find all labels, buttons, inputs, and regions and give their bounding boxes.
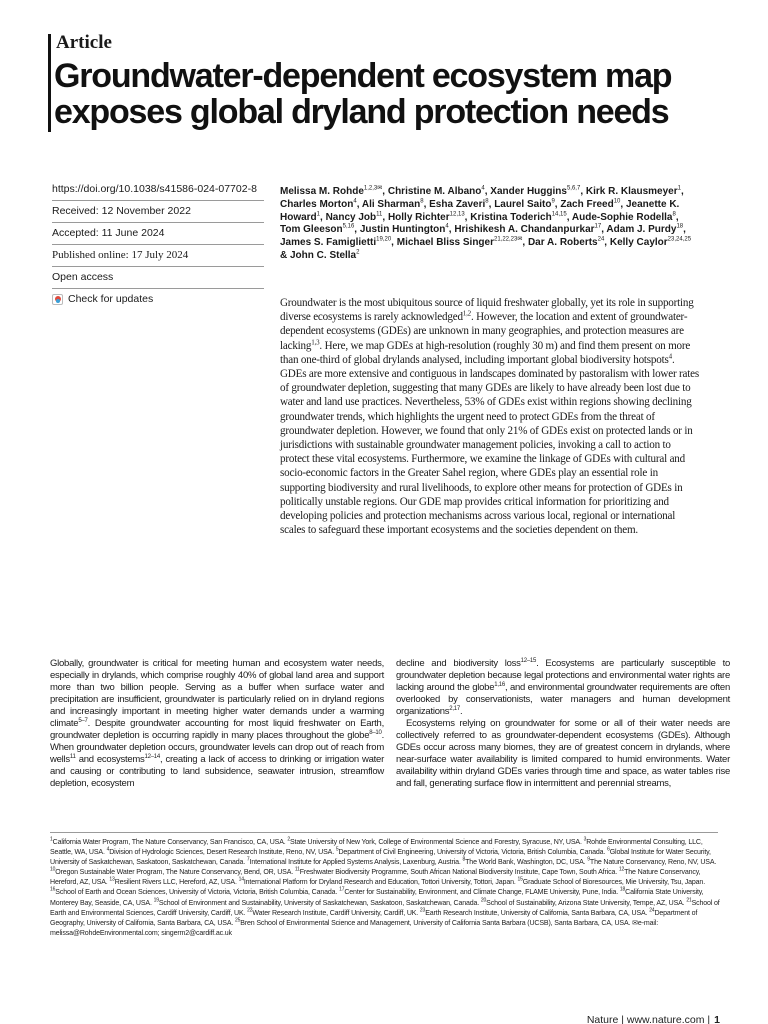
author-name[interactable]: Kelly Caylor	[609, 237, 668, 249]
body-text: . When groundwater depletion occurs, groundwater levels can drop out of reach from wells	[50, 730, 384, 765]
citation-ref[interactable]: 11	[69, 753, 76, 760]
citation-ref[interactable]: 4	[668, 352, 672, 361]
affiliation-text: Graduate School of Bioresources, Mie University, Tsu, Japan.	[522, 879, 706, 887]
affiliation-text: School of Earth and Ocean Sciences, University of Victoria, Victoria, British Columbia, Canada.	[55, 889, 340, 897]
author-name[interactable]: Jeanette K. Howard	[280, 198, 680, 223]
affiliation-number: 10	[50, 866, 56, 873]
doi-link[interactable]: https://doi.org/10.1038/s41586-024-07702-8	[52, 183, 264, 201]
affiliation-text: California Water Program, The Nature Conservancy, San Francisco, CA, USA.	[52, 839, 288, 846]
affiliation-text: International Platform for Dryland Research and Education, Tottori University, Tottori, Japan.	[243, 879, 518, 887]
author-name[interactable]: Christine M. Albano	[387, 186, 482, 197]
author-affiliation-ref: 19,20	[376, 236, 392, 243]
author-name[interactable]: James S. Famiglietti	[280, 237, 377, 249]
affiliation-text: School of Environment and Sustainability, University of Saskatchewan, Saskatoon, Saskatchewan, Canada.	[158, 899, 481, 907]
article-title: Groundwater-dependent ecosystem map exposes global dryland protection needs	[54, 57, 672, 131]
author-name[interactable]: Laurel Saito	[494, 198, 552, 210]
author-affiliation-ref: 1,2,3✉	[363, 185, 383, 192]
open-access-label: Open access	[52, 267, 264, 289]
affiliation-text: Oregon Sustainable Water Program, The Nature Conservancy, Bend, OR, USA.	[55, 869, 295, 877]
author-name[interactable]: John C. Stella	[290, 249, 357, 261]
affiliation-number: 21	[686, 897, 692, 904]
author-name[interactable]: Adam J. Purdy	[606, 224, 677, 236]
page-number: 1	[714, 1014, 720, 1024]
check-for-updates-link[interactable]	[52, 289, 264, 310]
author-affiliation-ref: 18	[676, 224, 684, 231]
citation-ref[interactable]: 2,17	[449, 705, 460, 712]
affiliation-number: 23	[419, 907, 426, 914]
abstract-text: . However, the location and extent of groundwater-dependent ecosystems (GDEs) are unknown in many geographies, and protection measures are lacking	[280, 311, 688, 352]
body-column-left	[50, 658, 384, 790]
abstract-text: . Here, we map GDEs at high-resolution (roughly 30 m) and find them present on more than one-third of global drylands analysed, including important global biodiversity hotspots	[280, 339, 691, 366]
author-affiliation-ref: 23,24,25	[667, 236, 692, 243]
check-for-updates-label: Check for updates	[68, 293, 154, 305]
affiliation-number: 8	[462, 856, 466, 863]
affiliations-divider	[50, 832, 718, 833]
body-text: Globally, groundwater is critical for meeting human and ecosystem water needs, especially in drylands, which comprise roughly 40% of global land area and support more than two billion people. Serving as a buffer when surface water and precipitation are insufficient, groundwater is particularly relied on in dryland regions and increasingly important in meeting higher water demands under a warming climate	[50, 658, 384, 729]
author-affiliation-ref: 4	[353, 198, 357, 205]
body-paragraph: Ecosystems relying on groundwater for some or all of their water needs are collectively referred to as groundwater-dependent ecosystems (GDEs). Although GDEs occur across many biomes, they are of greatest concern in drylands, where near-surface water availability is limited compared to humid environments. Water availability within dryland GDEs varies through time and space, as water tables rise and fall, generating surface flow in intermittent and perennial streams,	[396, 718, 730, 789]
author-name[interactable]: Nancy Job	[325, 211, 377, 223]
author-affiliation-ref: 24	[597, 236, 605, 243]
affiliation-text: Global Institute for Water Security, University of Saskatchewan, Saskatoon, Saskatchewan, Canada.	[50, 849, 711, 867]
affiliation-number: 3	[583, 836, 587, 843]
affiliation-text: The World Bank, Washington, DC, USA.	[465, 859, 588, 867]
author-name[interactable]: Charles Morton	[280, 198, 354, 210]
author-affiliation-ref: 1	[677, 185, 681, 192]
affiliation-text: Department of Civil Engineering, University of Victoria, Victoria, British Columbia, Canada.	[338, 849, 608, 857]
body-text: decline and biodiversity loss	[396, 658, 521, 669]
author-name[interactable]: Zach Freed	[560, 198, 614, 210]
affiliation-text: Earth Research Institute, University of California, Santa Barbara, CA, USA.	[425, 909, 650, 917]
body-text: and ecosystems	[75, 754, 145, 765]
author-affiliation-ref: 14,15	[551, 211, 567, 218]
affiliation-number: 16	[50, 887, 56, 894]
body-text: , and environmental groundwater requirements are often overlooked by conservationists, water managers and human development organizations	[396, 682, 730, 717]
citation-ref[interactable]: 1,2	[462, 309, 471, 318]
body-text: . Ecosystems are particularly susceptible to groundwater depletion because legal protections and environmental water rights are lacking around the globe	[396, 658, 730, 693]
author-affiliation-ref: 12,13	[449, 211, 465, 218]
affiliation-number: 13	[109, 877, 115, 884]
article-type-label: Article	[56, 32, 112, 53]
affiliation-text: School of Earth and Environmental Sciences, Cardiff University, Cardiff, UK.	[50, 899, 720, 917]
affiliation-number: 15	[517, 877, 523, 884]
affiliation-number: 1	[50, 836, 53, 843]
author-affiliation-ref: 8	[485, 198, 489, 205]
author-name[interactable]: Justin Huntington	[359, 224, 446, 236]
citation-ref[interactable]: 8–10	[369, 729, 382, 736]
affiliation-text: Department of Geography, University of California, Santa Barbara, CA, USA.	[50, 909, 698, 927]
author-name[interactable]: Aude-Sophie Rodella	[571, 211, 673, 223]
author-list: Melissa M. Rohde$^{1,2,3✉}$, Christine M. Albano$^4$, Xander Huggins$^{5,6,7}$, Kirk R. Klausmeyer$^1$, Charles Morton$^4$, Ali Sharman$^8$, Esha Zaveri$^8$, Laurel Saito$^9$, Zach Freed$^{10}$, Jeanette K. Howard$^1$, Nancy Job$^{11}$, Holly Richter$^{12,13}$, Kristina Toderich$^{14,15}$, Aude-Sophie Rodella$^8$, Tom Gleeson$^{5,16}$, Justin Huntington$^4$, Hrishikesh A. Chandanpurkar$^{17}$, Adam J. Purdy$^{18}$, James S. Famiglietti$^{19,20}$, Michael Bliss Singer$^{21,22,23✉}$, Dar A. Roberts$^{24}$, Kelly Caylor$^{23,24,25}$ & John C. Stella$^2$	[280, 185, 692, 261]
affiliation-text: State University of New York, College of Environmental Science and Forestry, Syracuse, NY, USA.	[290, 839, 584, 846]
affiliation-text: Center for Sustainability, Environment, and Climate Change, FLAME University, Pune, India.	[344, 889, 620, 897]
affiliation-text: Division of Hydrologic Sciences, Desert Research Institute, Reno, NV, USA.	[109, 849, 336, 857]
body-text: . Despite groundwater accounting for most liquid freshwater on Earth, groundwater depletion is occurring rapidly in many places throughout the globe	[50, 718, 384, 741]
author-affiliation-ref: 1	[316, 211, 321, 218]
affiliation-text: Rohde Environmental Consulting, LLC, Seattle, WA, USA.	[50, 839, 703, 857]
author-name[interactable]: Tom Gleeson	[280, 224, 343, 236]
author-name[interactable]: Melissa M. Rohde	[280, 186, 364, 197]
citation-ref[interactable]: 5–7	[78, 717, 88, 724]
affiliation-text: The Nature Conservancy, Hereford, AZ, USA.	[50, 869, 701, 887]
author-affiliation-ref: 11	[376, 211, 383, 218]
affiliation-number: 7	[246, 856, 250, 863]
author-affiliation-ref: 5,6,7	[566, 185, 581, 192]
author-name[interactable]: Dar A. Roberts	[527, 237, 598, 249]
citation-ref[interactable]: 1,16	[494, 681, 505, 688]
affiliation-text: Freshwater Biodiversity Programme, South African National Biodiversity Institute, Cape Town, South Africa.	[299, 869, 619, 877]
affiliation-number: 9	[587, 856, 590, 863]
author-name[interactable]: Esha Zaveri	[429, 198, 486, 210]
affiliation-number: 18	[619, 887, 626, 894]
affiliation-number: 11	[294, 866, 300, 873]
affiliation-number: 24	[649, 907, 655, 914]
affiliation-number: 14	[238, 877, 244, 884]
affiliation-text: California State University, Monterey Bay, Seaside, CA, USA.	[50, 889, 704, 907]
author-name[interactable]: Holly Richter	[387, 211, 450, 223]
affiliation-number: 5	[335, 846, 339, 853]
affiliation-text: School of Sustainability, Arizona State University, Tempe, AZ, USA.	[486, 899, 687, 907]
heading-rule	[48, 34, 51, 132]
affiliation-text: Resilient Rivers LLC, Hereford, AZ, USA.	[114, 879, 239, 887]
author-name[interactable]: Kirk R. Klausmeyer	[585, 186, 678, 197]
citation-ref[interactable]: 12–15	[520, 657, 537, 664]
author-name[interactable]: Hrishikesh A. Chandanpurkar	[454, 224, 595, 236]
author-name[interactable]: Kristina Toderich	[470, 211, 552, 223]
abstract-text: Groundwater is the most ubiquitous source of liquid freshwater globally, yet its role in supporting diverse ecosystems is rarely acknowledged	[280, 297, 694, 324]
author-affiliation-ref: 4	[481, 185, 485, 192]
author-affiliation-ref: 21,22,23✉	[494, 236, 523, 243]
author-name[interactable]: Xander Huggins	[490, 186, 567, 197]
affiliation-number: 2	[287, 836, 290, 843]
affiliations	[50, 838, 722, 939]
journal-footer[interactable]: Nature | www.nature.com |	[586, 1014, 711, 1024]
author-affiliation-ref: 4	[445, 224, 449, 231]
affiliation-number: 17	[339, 887, 345, 894]
abstract	[280, 296, 700, 537]
author-affiliation-ref: 10	[613, 198, 621, 205]
citation-ref[interactable]: 1,3	[311, 337, 320, 346]
author-affiliation-ref: 9	[551, 198, 555, 205]
author-affiliation-ref: 8	[420, 198, 424, 205]
received-date: Received: 12 November 2022	[52, 201, 264, 223]
author-name[interactable]: Michael Bliss Singer	[396, 237, 494, 249]
corresponding-email[interactable]: e-mail: melissa@RohdeEnvironmental.com; singerm2@cardiff.ac.uk	[50, 919, 659, 937]
affiliation-text: International Institute for Applied Systems Analysis, Laxenburg, Austria.	[249, 859, 463, 867]
abstract-text: . GDEs are more extensive and contiguous in landscapes dominated by pastoralism with lower rates of groundwater depletion, suggesting that many GDEs are likely to have already been lost due to water and land use practices. Nevertheless, 53% of GDEs exist within regions showing declining groundwater trends, which highlights the urgent need to protect GDEs from the threat of groundwater depletion. However, we found that only 21% of GDEs exist on protected lands or in jurisdictions with sustainable groundwater management policies, invoking a call to action to protect these vital ecosystems. Furthermore, we examine the linkage of GDEs with cultural and socio-economic factors in the Greater Sahel region, where GDEs play an essential role in supporting biodiversity and rural livelihoods, to explore other means for protection of GDEs in politically unstable regions. Our GDE map provides critical information for prioritizing and developing policies and protection mechanisms across various local, regional or international scales to safeguard these important ecosystems and the societies dependent on them.	[280, 353, 699, 537]
author-name[interactable]: Ali Sharman	[361, 198, 421, 210]
citation-ref[interactable]: 12–14	[144, 753, 160, 760]
author-affiliation-ref: 8	[672, 211, 676, 218]
check-for-updates-icon	[52, 294, 63, 305]
page-footer	[587, 1014, 720, 1024]
published-date: Published online: 17 July 2024	[52, 245, 264, 267]
affiliation-text: Bren School of Environmental Science and Management, University of California Santa Barbara (UCSB), Santa Barbara, CA, USA.	[240, 919, 633, 927]
article-meta-sidebar	[52, 183, 264, 310]
affiliation-number: 25	[235, 917, 241, 924]
author-affiliation-ref: 2	[356, 249, 360, 256]
body-text: .	[459, 706, 463, 717]
body-column-right	[396, 658, 730, 790]
affiliation-number: 20	[480, 897, 487, 904]
email-icon: ✉	[632, 919, 638, 927]
affiliation-number: 22	[247, 907, 253, 914]
accepted-date: Accepted: 11 June 2024	[52, 223, 264, 245]
author-affiliation-ref: 17	[594, 224, 602, 231]
affiliation-text: Water Research Institute, Cardiff University, Cardiff, UK.	[252, 909, 420, 917]
affiliation-number: 12	[618, 866, 625, 873]
body-text: , creating a lack of access to drinking or irrigation water and causing or contributing to land subsidence, seawater intrusion, streamflow depletion, ecosystem	[50, 754, 384, 789]
affiliation-number: 4	[106, 846, 110, 853]
affiliation-text: The Nature Conservancy, Reno, NV, USA.	[589, 859, 717, 867]
affiliation-number: 19	[153, 897, 159, 904]
affiliation-number: 6	[607, 846, 610, 853]
body-paragraph	[396, 658, 730, 718]
author-affiliation-ref: 5,16	[342, 224, 355, 231]
